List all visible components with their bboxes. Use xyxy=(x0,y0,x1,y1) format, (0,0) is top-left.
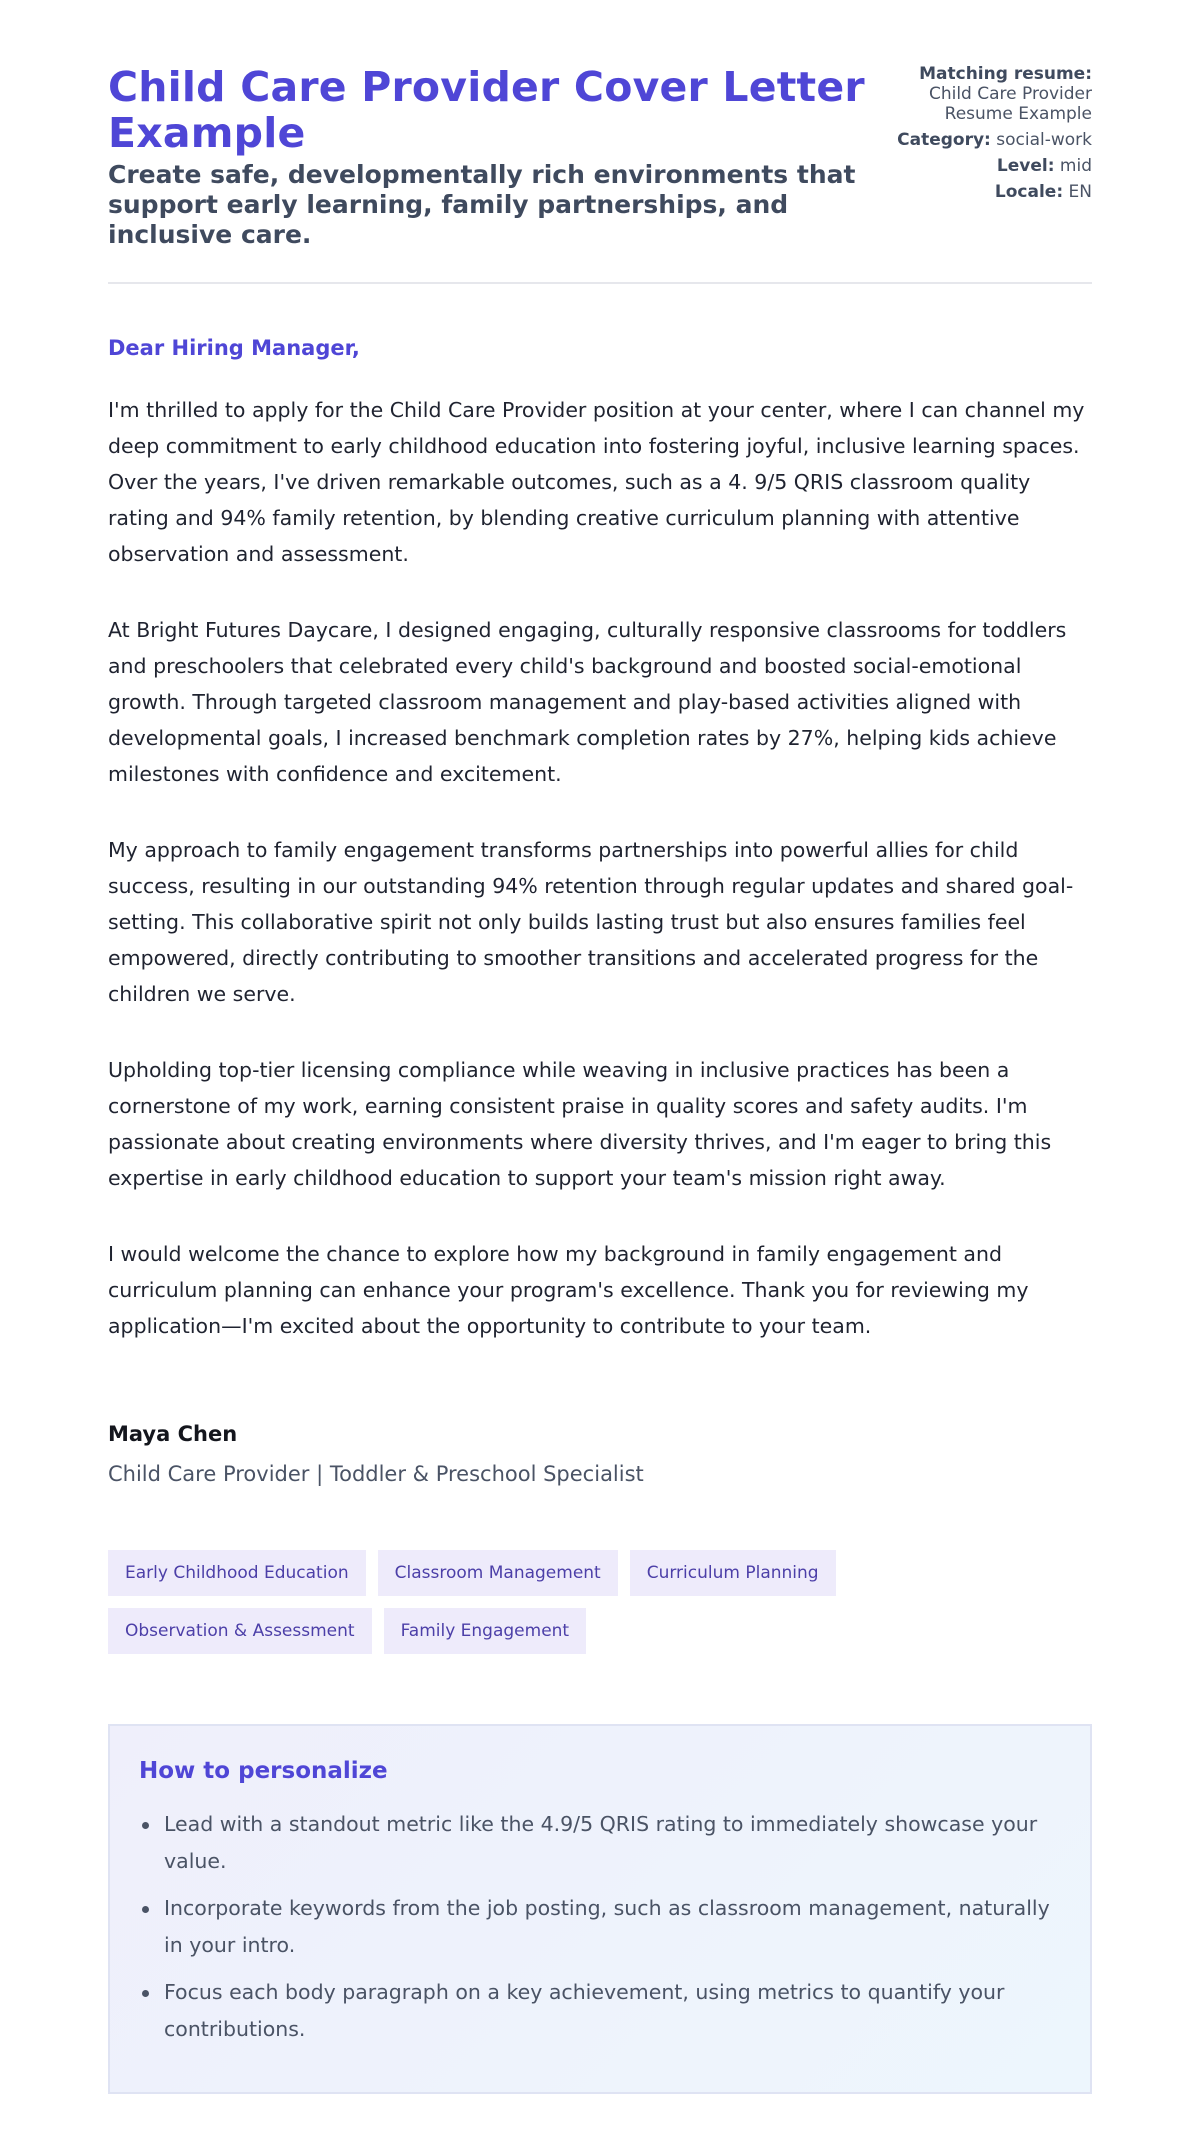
tip-item: Focus each body paragraph on a key achievement, using metrics to quantify your contributions. xyxy=(139,1974,1061,2048)
tips-list xyxy=(139,1806,1061,2048)
meta-level xyxy=(897,156,1092,176)
level-label: Level: xyxy=(996,156,1055,176)
category-label: Category: xyxy=(897,130,991,150)
matching-resume-label: Matching resume: xyxy=(919,64,1092,84)
resume-meta xyxy=(897,64,1092,208)
skill-tag: Early Childhood Education xyxy=(108,1550,366,1596)
skill-tag: Family Engagement xyxy=(384,1608,587,1654)
page-header xyxy=(108,0,1092,284)
signature-title: Child Care Provider | Toddler & Preschool Specialist xyxy=(108,1462,644,1486)
signature-name: Maya Chen xyxy=(108,1422,238,1446)
signature-block xyxy=(108,1420,1092,1488)
page-subtitle: Create safe, developmentally rich environments that support early learning, family partnerships, and inclusive care. xyxy=(108,160,856,249)
tip-item: Incorporate keywords from the job posting, such as classroom management, naturally in your intro. xyxy=(139,1890,1061,1964)
matching-resume-link-line1[interactable]: Child Care Provider xyxy=(928,84,1092,104)
letter-paragraph: I'm thrilled to apply for the Child Care Provider position at your center, where I can channel my deep commitment to early childhood education into fostering joyful, inclusive learning spaces. Over the years, I've driven remarkable outcomes, such as a 4. 9/5 QRIS classroom quality rating and 94% family retention, by blending creative curriculum planning with attentive observation and assessment. xyxy=(108,398,1085,566)
letter-paragraph: Upholding top-tier licensing compliance while weaving in inclusive practices has been a cornerstone of my work, earning consistent praise in quality scores and safety audits. I'm passionate about creating environments where diversity thrives, and I'm eager to bring this expertise in early childhood education to support your team's mission right away. xyxy=(108,1058,1052,1190)
letter-paragraph: My approach to family engagement transforms partnerships into powerful allies for child success, resulting in our outstanding 94% retention through regular updates and shared goal-setting. This collaborative spirit not only builds lasting trust but also ensures families feel empowered, directly contributing to smoother transitions and accelerated progress for the children we serve. xyxy=(108,838,1074,1006)
locale-value: EN xyxy=(1068,182,1092,202)
category-value: social-work xyxy=(996,130,1092,150)
matching-resume-link-line2[interactable]: Resume Example xyxy=(944,104,1092,124)
tip-item: Lead with a standout metric like the 4.9/5 QRIS rating to immediately showcase your value. xyxy=(139,1806,1061,1880)
meta-locale xyxy=(897,182,1092,202)
letter-greeting: Dear Hiring Manager, xyxy=(108,336,360,360)
personalize-tips-box xyxy=(108,1724,1092,2094)
letter-paragraph: At Bright Futures Daycare, I designed engaging, culturally responsive classrooms for toddlers and preschoolers that celebrated every child's background and boosted social-emotional growth. Through targeted classroom management and play-based activities aligned with developmental goals, I increased benchmark completion rates by 27%, helping kids achieve milestones with confidence and excitement. xyxy=(108,618,1067,786)
locale-label: Locale: xyxy=(994,182,1064,202)
meta-category xyxy=(897,130,1092,150)
skill-tag: Curriculum Planning xyxy=(630,1550,836,1596)
skill-tags xyxy=(108,1550,908,1654)
tips-title: How to personalize xyxy=(139,1758,388,1784)
skill-tag: Observation & Assessment xyxy=(108,1608,372,1654)
letter-paragraph: I would welcome the chance to explore how my background in family engagement and curriculum planning can enhance your program's excellence. Thank you for reviewing my application—I'm excited about the opportunity to contribute to your team. xyxy=(108,1242,1029,1338)
page-title: Child Care Provider Cover Letter Example xyxy=(108,63,865,157)
skill-tag: Classroom Management xyxy=(378,1550,618,1596)
matching-resume xyxy=(897,64,1092,124)
level-value: mid xyxy=(1059,156,1092,176)
letter-body xyxy=(108,392,1092,1344)
